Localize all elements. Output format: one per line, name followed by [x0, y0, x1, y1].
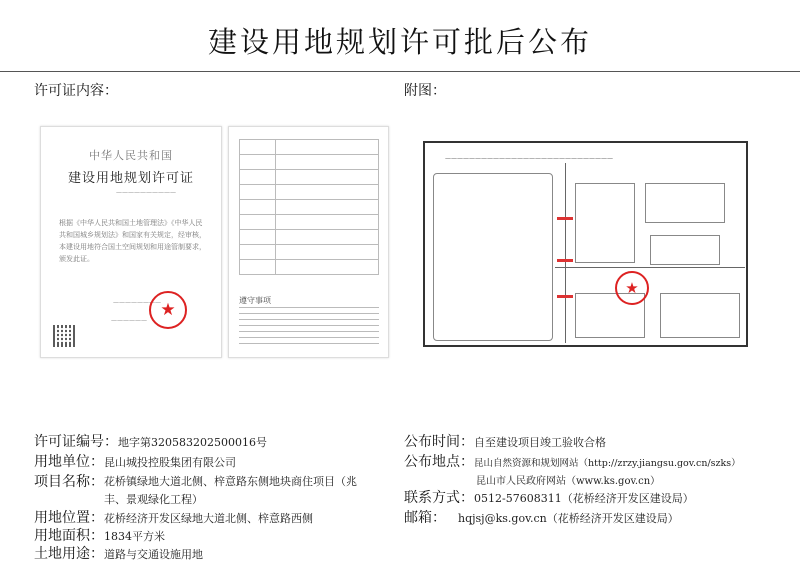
- certificate-issuer-line: ————————: [113, 299, 161, 306]
- map-red-marker: [557, 217, 573, 220]
- publish-time-label: 公布时间：: [404, 434, 474, 450]
- field-publish-place: [404, 454, 741, 472]
- land-unit-value: 昆山城投控股集团有限公司: [104, 456, 236, 469]
- publish-place-label: 公布地点：: [404, 454, 474, 470]
- field-phone: [404, 490, 694, 507]
- certificate-country: 中华人民共和国: [89, 149, 173, 162]
- field-project-name: [34, 474, 104, 490]
- qr-code: [53, 325, 75, 347]
- field-land-use: [34, 546, 203, 563]
- attachment-map: [405, 117, 756, 370]
- notes-title: 遵守事项: [239, 296, 271, 305]
- publish-time-value: 自至建设项目竣工验收合格: [474, 436, 606, 449]
- map-block: [645, 183, 725, 223]
- map-block: [650, 235, 720, 265]
- certificate-scan-front: [40, 126, 222, 358]
- land-use-label: 土地用途：: [34, 546, 104, 562]
- map-frame: [423, 141, 748, 347]
- area-value: 1834平方米: [104, 530, 165, 543]
- map-red-marker: [557, 259, 573, 262]
- phone-value: 0512-57608311（花桥经济开发区建设局）: [474, 492, 694, 505]
- certificate-date-line: ——————: [111, 317, 147, 324]
- publish-place-value-2[interactable]: 昆山市人民政府网站（www.ks.gov.cn）: [476, 476, 661, 487]
- email-label: 邮箱：: [404, 510, 446, 526]
- land-use-value: 道路与交通设施用地: [104, 548, 203, 561]
- map-block: [433, 173, 553, 341]
- project-name-label: 项目名称：: [34, 474, 104, 490]
- certificate-scan-details: [228, 126, 389, 358]
- map-road: [555, 267, 745, 268]
- title-divider: [0, 71, 800, 72]
- email-value[interactable]: hqjsj@ks.gov.cn（花桥经济开发区建设局）: [458, 512, 679, 525]
- official-seal: [149, 291, 187, 329]
- field-email: [404, 510, 679, 527]
- map-seal: [615, 271, 649, 305]
- area-label: 用地面积：: [34, 528, 104, 544]
- land-unit-label: 用地单位：: [34, 454, 104, 470]
- field-permit-no: [34, 434, 267, 451]
- project-name-value: 花桥镇绿地大道北侧、梓意路东侧地块商住项目（兆丰、景观绿化工程）: [104, 475, 357, 506]
- map-road: [565, 163, 566, 343]
- certificate-title: 建设用地规划许可证: [67, 171, 194, 186]
- map-header-line: ————————————————————————————: [445, 155, 613, 162]
- publish-place-value[interactable]: 昆山自然资源和规划网站（http://zrzy.jiangsu.gov.cn/szks）: [474, 458, 741, 469]
- phone-label: 联系方式：: [404, 490, 474, 506]
- field-location: [34, 510, 313, 527]
- field-publish-time: [404, 434, 606, 451]
- notes-lines: [239, 307, 379, 349]
- page-title: 建设用地规划许可批后公布: [207, 25, 592, 59]
- map-block: [660, 293, 740, 338]
- certificate-body: 根据《中华人民共和国土地管理法》《中华人民共和国城乡规划法》和国家有关规定，经审核，本建设用地符合国土空间规划和用途管制要求，颁发此证。: [59, 219, 206, 263]
- map-red-marker: [557, 295, 573, 298]
- certificate-detail-table: [239, 139, 379, 275]
- permit-no-value: 地字第320583202500016号: [118, 436, 267, 449]
- location-label: 用地位置：: [34, 510, 104, 526]
- permit-no-label: 许可证编号：: [34, 434, 118, 450]
- field-area: [34, 528, 165, 545]
- location-value: 花桥经济开发区绿地大道北侧、梓意路西侧: [104, 512, 313, 525]
- map-block: [575, 183, 635, 263]
- attachment-label: 附图：: [404, 83, 446, 99]
- certificate-number-line: ——————————: [116, 189, 176, 196]
- field-land-unit: [34, 454, 236, 471]
- field-publish-place-2: [476, 472, 660, 490]
- permit-content-label: 许可证内容：: [34, 83, 118, 99]
